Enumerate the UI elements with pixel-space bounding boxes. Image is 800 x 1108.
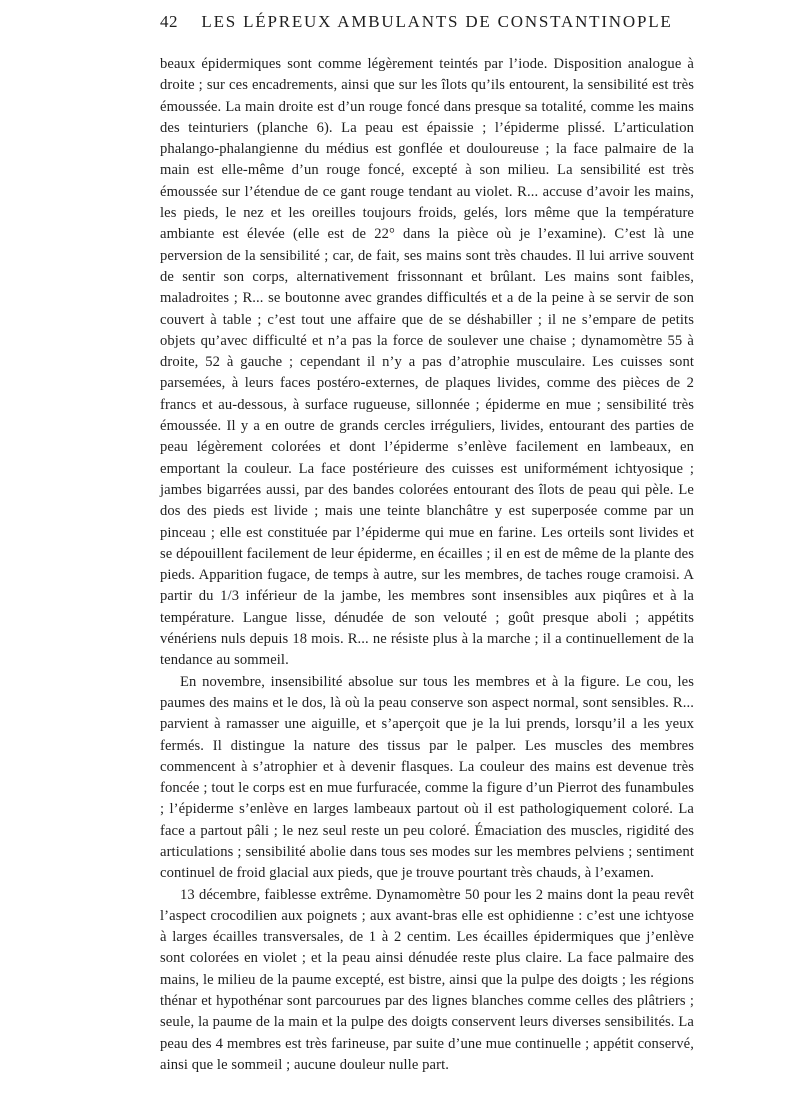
running-title: LES LÉPREUX AMBULANTS DE CONSTANTINOPLE — [201, 12, 673, 31]
page-number: 42 — [160, 12, 178, 31]
body-text — [160, 54, 694, 1076]
page-header — [160, 12, 694, 38]
paragraph: En novembre, insensibilité absolue sur tous les membres et à la figure. Le cou, les paumes des mains et le dos, là où la peau conserve son aspect normal, sont sensibles. R... parvient à ramasser une aiguille, et s’aperçoit que je la lui prends, lorsqu’il a les yeux fermés. Il distingue la nature des tissus par le palper. Les muscles des membres commencent à s’atrophier et à devenir flasques. La couleur des mains est devenue très foncée ; tout le corps est en mue furfuracée, comme la figure d’un Pierrot des funambules ; l’épiderme s’enlève en larges lambeaux partout où il est pathologiquement coloré. La face a partout pâli ; le nez seul reste un peu coloré. Émaciation des muscles, rigidité des articulations ; sensibilité abolie dans tous ses modes sur les membres pelviens ; sentiment continuel de froid glacial aux pieds, que je trouve pourtant très chauds, à l’examen. — [160, 673, 694, 882]
paragraph: beaux épidermiques sont comme légèrement teintés par l’iode. Disposition analogue à droite ; sur ces encadrements, ainsi que sur les îlots qu’ils entourent, la sensibilité est très émoussée. La main droite est d’un rouge foncé dans presque sa totalité, comme les mains des teinturiers (planche 6). La peau est épaissie ; l’épiderme plissé. L’articulation phalango-phalangienne du médius est gonflée et douloureuse ; la face palmaire de la main est elle-même d’un rouge foncé, excepté à son milieu. La sensibilité est très émoussée sur l’étendue de ce gant rouge tendant au violet. R... accuse d’avoir les mains, les pieds, le nez et les oreilles toujours froids, gelés, lors même que la température ambiante est élevée (elle est de 22° dans la pièce où je l’examine). C’est là une perversion de la sensibilité ; car, de fait, ses mains sont très chaudes. Il lui arrive souvent de sentir son corps, alternativement frissonnant et brûlant. Les mains sont faibles, maladroites ; R... se boutonne avec grandes difficultés et a de la peine à se servir de son couvert à table ; c’est tout une affaire que de se déshabiller ; il ne s’empare de petits objets qu’avec difficulté et n’a pas la force de soulever une chaise ; dynamomètre 55 à droite, 52 à gauche ; cependant il n’y a pas d’atrophie musculaire. Les cuisses sont parsemées, à leurs faces postéro-externes, de plaques livides, comme des pièces de 2 francs et au-dessous, à surface rugueuse, sillonnée ; épiderme en mue ; sensibilité très émoussée. Il y a en outre de grands cercles irréguliers, livides, entourant des parties de peau légèrement colorées et dont l’épiderme s’enlève facilement en lambeaux, en emportant la couleur. La face postérieure des cuisses est uniformément ichtyosique ; jambes bigarrées aussi, par des bandes colorées entourant des îlots de peau qui pèle. Le dos des pieds est livide ; mais une teinte blanchâtre y est superposée comme par un pinceau ; elle est constituée par l’épiderme qui mue en farine. Les orteils sont livides et se dépouillent facilement de leur épiderme, en écailles ; il en est de même de la plante des pieds. Apparition fugace, de temps à autre, sur les membres, de taches rouge cramoisi. A partir du 1/3 inférieur de la jambe, les membres sont insensibles aux piqûres et à la température. Langue lisse, dénudée de son velouté ; goût presque aboli ; appétits vénériens nuls depuis 18 mois. R... ne résiste plus à la marche ; il a continuellement de la tendance au sommeil. — [160, 56, 694, 669]
paragraph: 13 décembre, faiblesse extrême. Dynamomètre 50 pour les 2 mains dont la peau revêt l’aspect crocodilien aux poignets ; aux avant-bras elle est ophidienne : c’est une ichtyose à larges écailles transversales, de 1 à 2 centim. Les écailles épidermiques que j’enlève sont colorées en violet ; et la peau ainsi dénudée reste plus claire. La face palmaire des mains, le milieu de la paume excepté, est bistre, ainsi que la pulpe des doigts ; les régions thénar et hypothénar sont parcourues par des lignes blanches comme celles des plâtriers ; seule, la paume de la main et la pulpe des doigts conservent leurs diverses sensibilités. La peau des 4 membres est très farineuse, par suite d’une mue continuelle ; appétit conservé, ainsi que le sommeil ; aucune douleur nulle part. — [160, 886, 694, 1073]
